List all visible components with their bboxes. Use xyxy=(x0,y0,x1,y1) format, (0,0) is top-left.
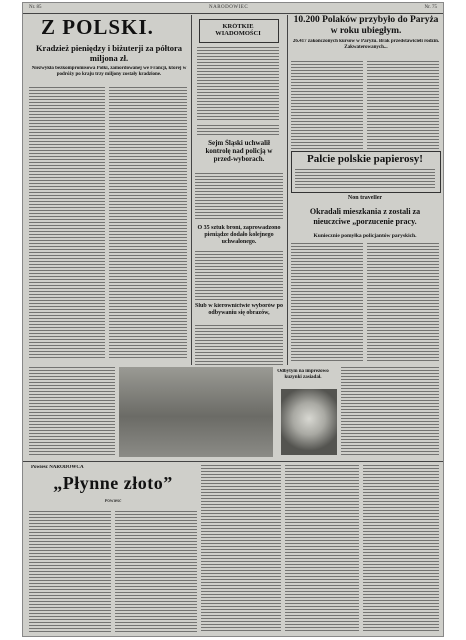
feuilleton-label: Powieść NARODOWCA xyxy=(31,465,84,470)
headline-ozwa: O 35 sztuk broni, zaprowadzono pieniądze dodało kolejnego uchwalonego. xyxy=(197,225,281,245)
article-text xyxy=(195,251,283,301)
masthead xyxy=(23,3,443,13)
article-text xyxy=(291,61,363,149)
headline-slub: Ślub w kierownictwie wyborów po odbywaniu się obrazów, xyxy=(195,303,283,316)
headline-traveller: Non traveller xyxy=(347,195,383,201)
article-text xyxy=(363,465,439,633)
short-news-text xyxy=(197,125,279,135)
article-text xyxy=(195,173,283,221)
caption-odbytym: Odbytym na imprezowo kuzynki zasiadał. xyxy=(277,369,329,380)
article-text xyxy=(367,61,439,149)
feuilleton-text xyxy=(201,465,281,633)
article-text xyxy=(195,325,283,365)
article-column-text xyxy=(109,87,187,359)
newspaper-name: NARODOWIEC xyxy=(209,5,249,10)
photo-portrait xyxy=(281,389,337,455)
feuilleton-title: „Płynne złoto” xyxy=(53,473,173,493)
subheadline-okradali: Kuniecznie pomyłka policjantów paryskich. xyxy=(313,233,417,239)
ad-text xyxy=(295,169,435,189)
headline-okradali: Okradali mieszkania z zostali za nieuczciwe „porzucenie pracy. xyxy=(309,207,421,226)
article-text xyxy=(291,243,363,363)
section-title-z-polski: Z POLSKI. xyxy=(41,15,154,39)
headline-kradziez: Kradzież pieniędzy i biżuterji za półtora miljona zł. xyxy=(35,43,183,63)
section-title-krotkie: KRÓTKIE WIADOMOŚCI xyxy=(215,23,261,37)
article-text xyxy=(341,367,439,457)
headline-sejm: Sejm Śląski uchwalił kontrolę nad policją w przed-wyborach. xyxy=(205,139,273,163)
feuilleton-text xyxy=(29,511,111,633)
page-number-left: Nr. 85 xyxy=(29,5,42,10)
ad-title-papierosy: Palcie polskie papierosy! xyxy=(307,153,423,165)
headline-polacy-paryz: 10.200 Polaków przybyło do Paryża w roku ubiegłym. xyxy=(293,15,439,36)
short-news-text xyxy=(197,47,279,121)
article-text xyxy=(29,367,115,457)
article-column-text xyxy=(29,87,105,359)
article-text xyxy=(367,243,439,363)
subheadline-kradziez: Niezwykła bezkompromisowa Polki, zamordowanej we Francji, której w podróży po kraju trzy miljony zostały kradzione. xyxy=(31,66,187,77)
article-text xyxy=(285,465,359,633)
newspaper-page xyxy=(22,2,444,637)
feuilleton-text xyxy=(115,511,197,633)
page-number-right: Nr. 75 xyxy=(424,5,437,10)
feuilleton-subtitle: Powieść xyxy=(104,499,122,504)
subheadline-polacy: 26.417 zakończonych kursów w Paryżu. Brak przedstawicieli rodzin. Zakwaterowanych... xyxy=(292,39,440,50)
photo-crowd xyxy=(119,367,273,457)
